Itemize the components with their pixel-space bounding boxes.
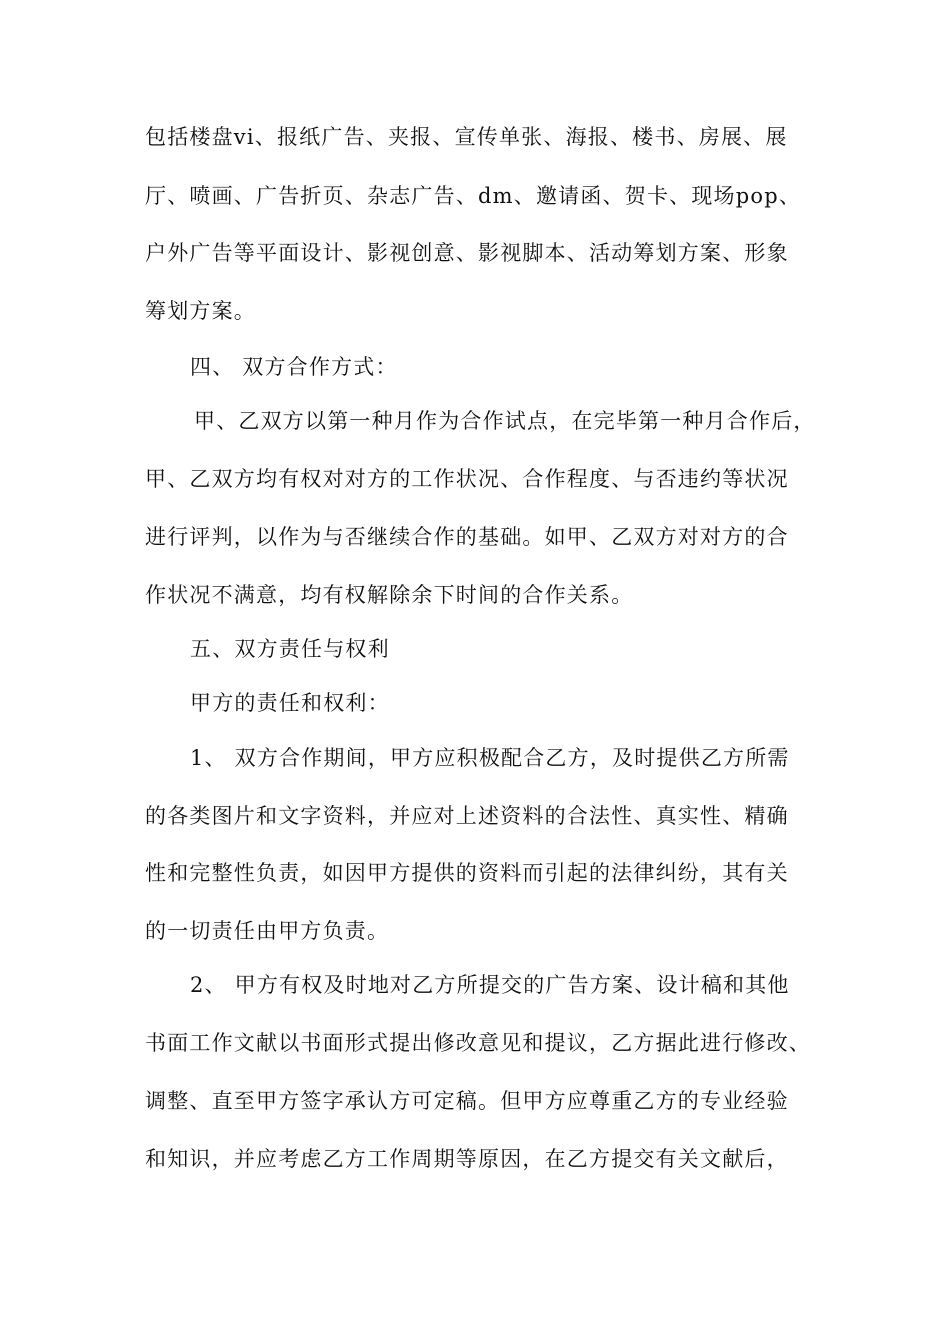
text-line: 厅、喷画、广告折页、杂志广告、dm、邀请函、贺卡、现场pop、 [145,184,802,208]
text-line: 甲、乙双方以第一种月作为合作试点，在完毕第一种月合作后， [194,409,816,433]
text-line: 作状况不满意，均有权解除余下时间的合作关系。 [145,583,634,607]
text-line: 户外广告等平面设计、影视创意、影视脚本、活动筹划方案、形象 [145,241,789,265]
text-line: 性和完整性负责，如因甲方提供的资料而引起的法律纠纷，其有关 [145,861,789,885]
text-line: 筹划方案。 [145,299,256,323]
subsection-heading: 甲方的责任和权利： [190,691,390,715]
text-line: 包括楼盘vi、报纸广告、夹报、宣传单张、海报、楼书、房展、展 [145,125,788,149]
text-line: 和知识，并应考虑乙方工作周期等原因，在乙方提交有关文献后， [145,1147,789,1171]
text-line: 甲、乙双方均有权对对方的工作状况、合作程度、与否违约等状况 [145,467,789,491]
text-line: 进行评判，以作为与否继续合作的基础。如甲、乙双方对对方的合 [145,525,789,549]
text-line: 的一切责任由甲方负责。 [145,919,390,943]
section-heading: 五、双方责任与权利 [190,637,390,661]
text-line: 书面工作文献以书面形式提出修改意见和提议，乙方据此进行修改、 [145,1031,811,1055]
section-heading: 四、 双方合作方式： [190,355,398,379]
text-line: 的各类图片和文字资料，并应对上述资料的合法性、真实性、精确 [145,804,789,828]
text-line: 1、 双方合作期间，甲方应积极配合乙方，及时提供乙方所需 [190,746,790,770]
text-line: 2、 甲方有权及时地对乙方所提交的广告方案、设计稿和其他 [190,973,790,997]
text-line: 调整、直至甲方签字承认方可定稿。但甲方应尊重乙方的专业经验 [145,1089,789,1113]
